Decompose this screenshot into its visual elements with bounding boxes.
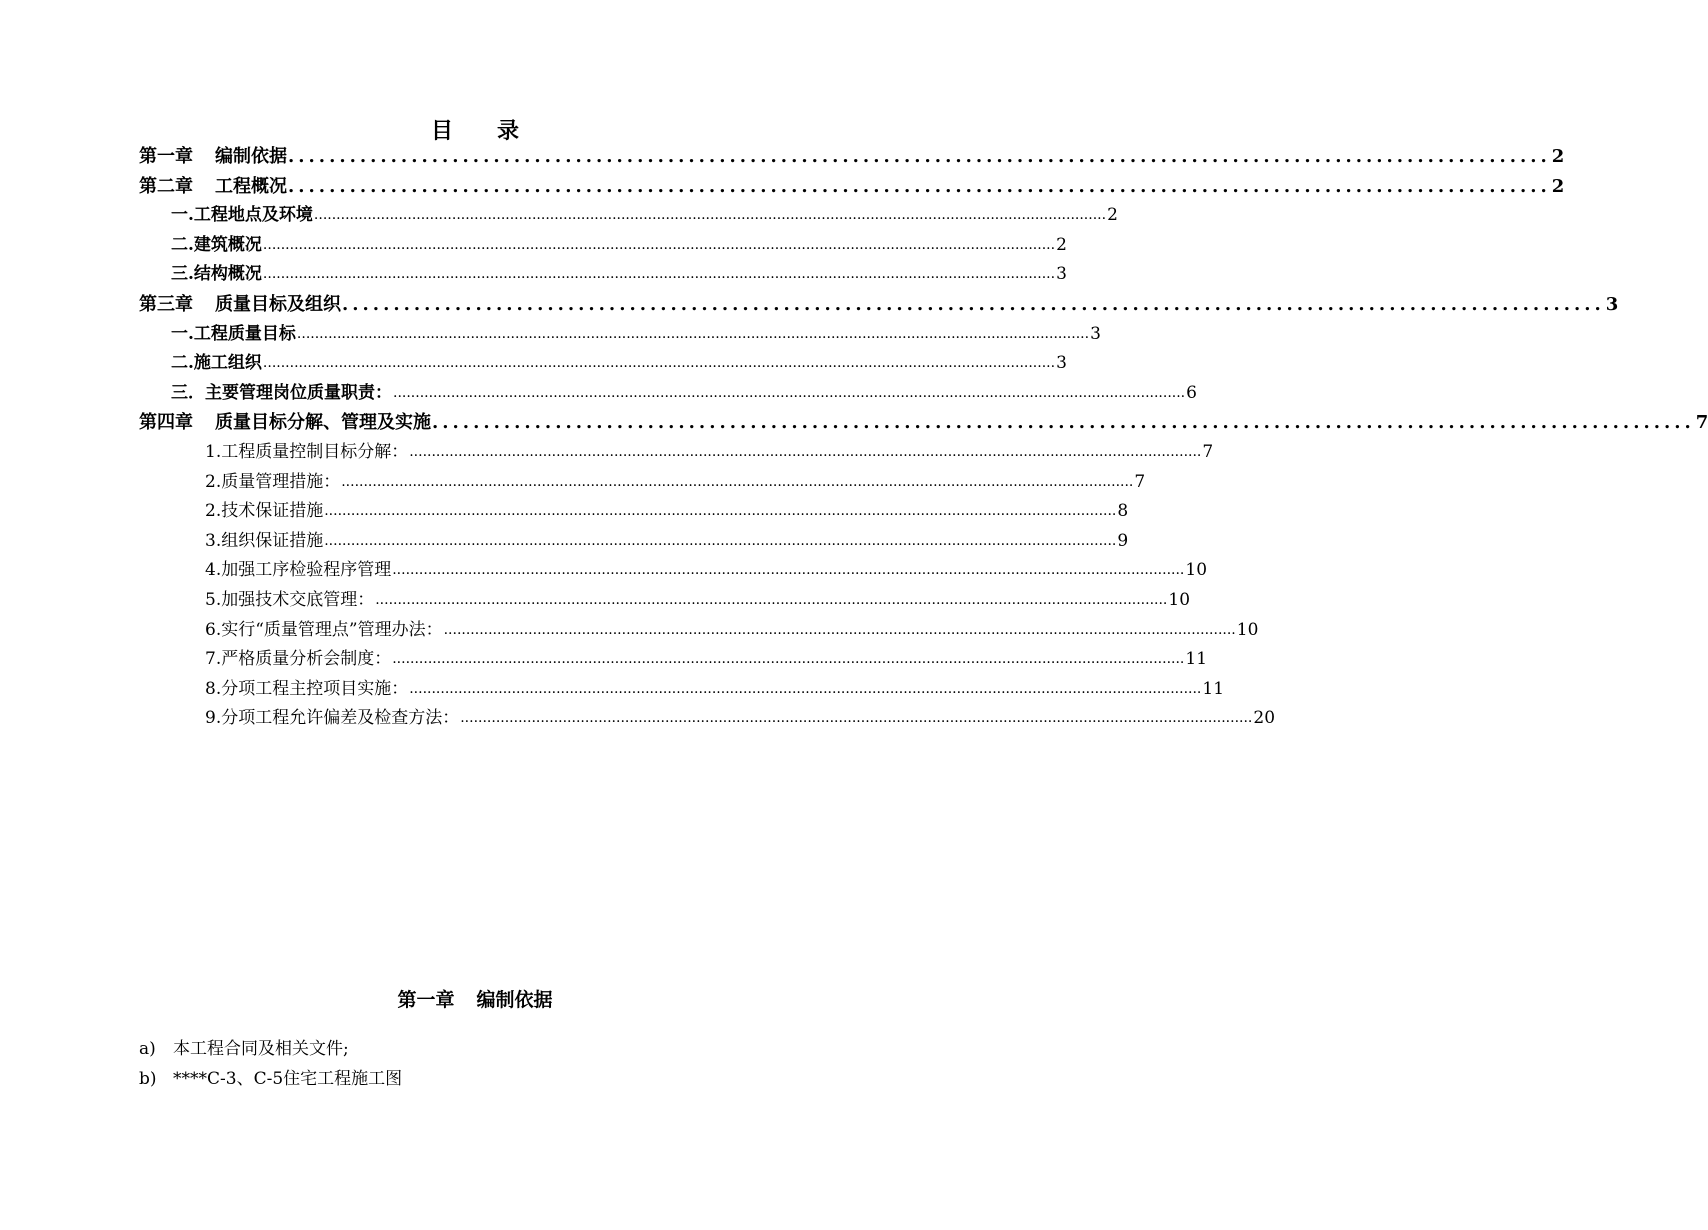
list-marker: b) — [139, 1069, 157, 1089]
toc-leader-dots: .................................................................................................................................................................................. — [460, 710, 1253, 727]
toc-leader-dots: .................................................................................................................................................................................. — [443, 621, 1236, 638]
toc-leader-dots: .................................................................................................................................................................................. — [392, 651, 1185, 668]
toc-entry-label: 5.加强技术交底管理： — [205, 589, 375, 610]
toc-entry-label: 二.施工组织 — [171, 353, 262, 374]
section-heading — [0, 985, 950, 1012]
toc-leader-dots: .................................................................................................................................................................................. — [262, 236, 1056, 253]
toc-entry-label: 8.分项工程主控项目实施： — [205, 678, 409, 699]
toc-entry-label: 1.工程质量控制目标分解： — [205, 441, 409, 462]
toc-entry-section[interactable] — [139, 349, 1067, 379]
toc-entry-subsection[interactable] — [139, 616, 1259, 646]
toc-entry-label: 编制依据 — [215, 146, 287, 167]
toc-entry-label: 工程概况 — [215, 175, 287, 197]
toc-entry-page: 2 — [1551, 146, 1565, 167]
toc-entry-page: 3 — [1090, 323, 1101, 344]
toc-entry-label: 质量目标及组织 — [215, 293, 341, 315]
toc-leader-dots: .................................................................................................................................................................................. — [313, 207, 1107, 224]
toc-entry-section[interactable] — [139, 379, 1197, 409]
toc-entry-page: 10 — [1236, 619, 1259, 640]
toc-entry-label: 2.质量管理措施： — [205, 471, 341, 492]
toc-entry-page: 7 — [1134, 471, 1146, 492]
toc-leader-dots: .................................................................................................................................................................................. — [409, 443, 1202, 460]
toc-entry-chapter: 第四章 — [139, 412, 193, 434]
list-item — [139, 1034, 819, 1064]
toc-entry-label: 质量目标分解、管理及实施 — [215, 412, 431, 434]
list-marker: a) — [139, 1039, 156, 1059]
toc-entry-subsection[interactable] — [139, 645, 1208, 675]
toc-entry-label: 9.分项工程允许偏差及检查方法： — [205, 708, 460, 729]
toc-entry-chapter: 第二章 — [139, 175, 193, 197]
toc-entry-chapter: 第一章 — [139, 146, 193, 167]
basis-list — [139, 1034, 819, 1094]
toc-entry-subsection[interactable] — [139, 497, 1129, 527]
section-chapter: 第一章 — [397, 989, 455, 1011]
toc-entry-label: 6.实行“质量管理点”管理办法： — [205, 619, 443, 640]
toc-entry-label: 2.技术保证措施 — [205, 501, 324, 522]
toc-entry-label: 4.加强工序检验程序管理 — [205, 560, 392, 581]
toc-entry-page: 7 — [1695, 412, 1708, 434]
toc-entry-page: 2 — [1107, 205, 1118, 226]
toc-entry-page: 3 — [1056, 353, 1067, 374]
toc-entry-label: 一.工程地点及环境 — [171, 205, 313, 226]
toc-entry-subsection[interactable] — [139, 675, 1225, 705]
toc-entry-subsection[interactable] — [139, 527, 1129, 557]
toc-entry-chapter-2[interactable] — [139, 172, 1565, 202]
toc-entry-page: 7 — [1202, 441, 1214, 462]
toc-entry-label: 三．主要管理岗位质量职责： — [171, 382, 392, 403]
toc-leader-dots: .................................................................................................................................................................................. — [296, 325, 1090, 342]
toc-leader-dots: .................................................................................................................................................................................. — [262, 266, 1056, 283]
toc-entry-chapter-1[interactable] — [139, 142, 1565, 172]
toc-entry-section[interactable] — [139, 260, 1067, 290]
toc-leader-dots: .................................................................................................................................................................................. — [341, 473, 1134, 490]
toc-leader-dots: ........................................................................................................................... — [432, 412, 1695, 434]
toc-entry-chapter-3[interactable] — [139, 290, 1619, 320]
toc-leader-dots: .................................................................................................................................................................................. — [392, 562, 1185, 579]
toc-entry-chapter-4[interactable] — [139, 408, 1708, 438]
toc-entry-chapter: 第三章 — [139, 293, 193, 315]
toc-leader-dots: ........................................................................................................................... — [288, 146, 1551, 167]
list-item-text: ****C-3、C-5住宅工程施工图 — [173, 1069, 403, 1089]
section-title-text: 编制依据 — [476, 989, 553, 1011]
toc-leader-dots: ........................................................................................................................... — [288, 175, 1551, 197]
toc-title-part1: 目 — [430, 118, 453, 144]
toc-entry-page: 8 — [1117, 501, 1129, 522]
toc-leader-dots: ........................................................................................................................... — [342, 293, 1605, 315]
toc-entry-page: 20 — [1253, 708, 1276, 729]
toc-entry-page: 2 — [1551, 175, 1565, 197]
toc-entry-label: 一.工程质量目标 — [171, 323, 296, 344]
toc-entry-section[interactable] — [139, 231, 1067, 261]
toc-title-part2: 录 — [497, 118, 520, 144]
toc-entry-subsection[interactable] — [139, 586, 1191, 616]
toc-entry-page: 11 — [1202, 678, 1225, 699]
list-item-text: 本工程合同及相关文件; — [173, 1039, 349, 1059]
toc-entry-page: 11 — [1185, 649, 1208, 670]
toc-entry-subsection[interactable] — [139, 704, 1276, 734]
toc-leader-dots: .................................................................................................................................................................................. — [409, 680, 1202, 697]
toc-entry-section[interactable] — [139, 320, 1101, 350]
toc-entry-page: 3 — [1056, 264, 1067, 285]
toc-entry-page: 2 — [1056, 234, 1067, 255]
toc-entry-subsection[interactable] — [139, 556, 1208, 586]
toc-leader-dots: .................................................................................................................................................................................. — [324, 503, 1117, 520]
toc-entry-section[interactable] — [139, 201, 1118, 231]
toc-entry-label: 7.严格质量分析会制度： — [205, 649, 392, 670]
table-of-contents — [139, 142, 1708, 734]
toc-entry-page: 9 — [1117, 530, 1129, 551]
toc-entry-page: 3 — [1605, 293, 1619, 315]
toc-entry-label: 三.结构概况 — [171, 264, 262, 285]
toc-title — [0, 114, 950, 145]
toc-leader-dots: .................................................................................................................................................................................. — [393, 384, 1186, 401]
toc-leader-dots: .................................................................................................................................................................................. — [262, 355, 1056, 372]
toc-leader-dots: .................................................................................................................................................................................. — [375, 591, 1168, 608]
toc-entry-page: 10 — [1168, 589, 1191, 610]
toc-entry-subsection[interactable] — [139, 438, 1214, 468]
toc-leader-dots: .................................................................................................................................................................................. — [324, 532, 1117, 549]
list-item — [139, 1064, 819, 1094]
toc-entry-page: 6 — [1186, 382, 1197, 403]
toc-entry-subsection[interactable] — [139, 468, 1146, 498]
toc-entry-label: 3.组织保证措施 — [205, 530, 324, 551]
toc-entry-label: 二.建筑概况 — [171, 234, 262, 255]
toc-entry-page: 10 — [1185, 560, 1208, 581]
